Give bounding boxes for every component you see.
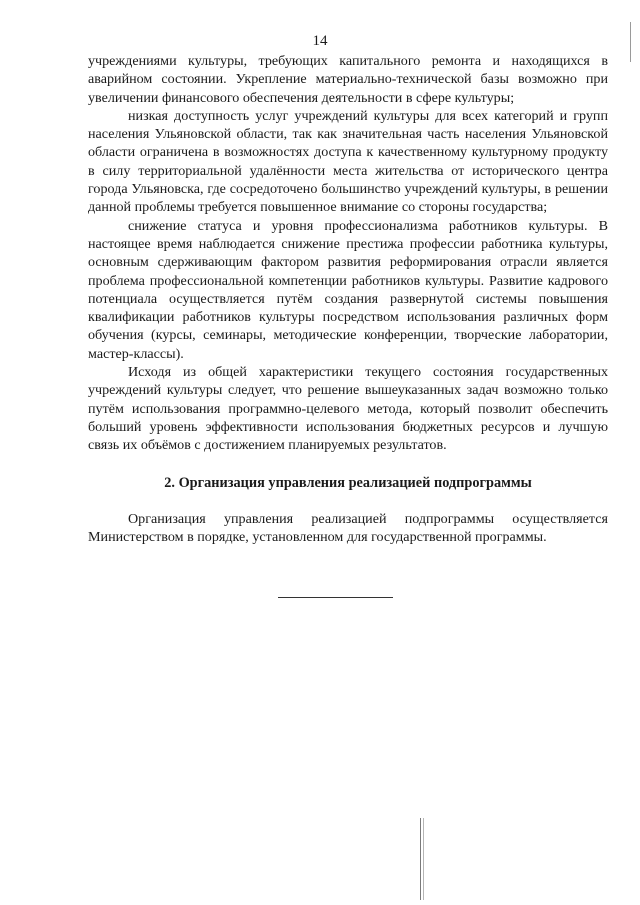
body-text: [88, 52, 608, 455]
scan-artifact-line: [423, 818, 424, 900]
paragraph-continuation: учреждениями культуры, требующих капитального ремонта и находящихся в аварийном состоянии. Укрепление материально-технической базы возможно при увеличении финансового обеспечения деятельности в сфере культуры;: [88, 53, 608, 106]
end-rule: [278, 597, 393, 598]
section-paragraph: Организация управления реализацией подпрограммы осуществляется Министерством в порядке, установленном для государственной программы.: [88, 511, 608, 546]
section-body: [88, 510, 608, 547]
scan-artifact-line: [630, 22, 631, 62]
paragraph-conclusion: Исходя из общей характеристики текущего состояния государственных учреждений культуры следует, что решение вышеуказанных задач возможно только путём использования программно-целевого метода, который позволит обеспечить больший уровень эффективности использования бюджетных ресурсов и лучшую связь их объёмов с достижением планируемых результатов.: [88, 364, 608, 454]
section-heading: 2. Организация управления реализацией подпрограммы: [164, 475, 532, 491]
scan-artifact-line: [420, 818, 421, 900]
paragraph-staff-status: снижение статуса и уровня профессионализма работников культуры. В настоящее время наблюдается снижение престижа профессии работника культуры, основным сдерживающим фактором развития реформирования отрасли является проблема профессиональной компетенции работников культуры. Развитие кадрового потенциала осуществляется путём создания развернутой системы повышения квалификации работников культуры посредством использования различных форм обучения (курсы, семинары, методические конференции, творческие лаборатории, мастер-классы).: [88, 217, 608, 362]
paragraph-accessibility: низкая доступность услуг учреждений культуры для всех категорий и групп населения Ульяновской области, так как значительная часть населения Ульяновской области ограничена в возможностях доступа к качественному культурному продукту в силу территориальной удалённости места жительства от исторического центра города Ульяновска, где сосредоточено большинство учреждений культуры, в решении данной проблемы требуется повышенное внимание со стороны государства;: [88, 107, 608, 216]
page-number: 14: [312, 33, 328, 49]
